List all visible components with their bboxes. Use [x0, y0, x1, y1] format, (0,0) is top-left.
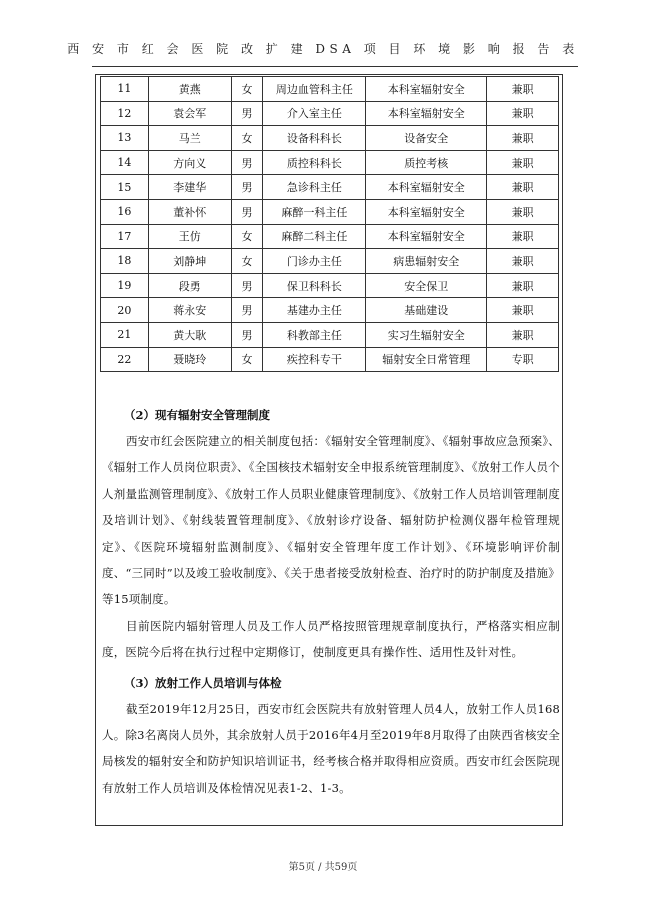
cell-type: 兼职: [487, 175, 559, 200]
cell-name: 王仿: [148, 224, 231, 249]
cell-number: 18: [101, 249, 149, 274]
table-row: [101, 322, 559, 347]
staff-table: [100, 76, 559, 372]
cell-name: 黄燕: [148, 77, 231, 102]
staff-table-body: [101, 77, 559, 372]
cell-type: 兼职: [487, 199, 559, 224]
cell-duty: 辐射安全日常管理: [366, 347, 487, 372]
cell-sex: 女: [231, 126, 263, 151]
table-row: [101, 347, 559, 372]
cell-name: 董补怀: [148, 199, 231, 224]
page-header: 西 安 市 红 会 医 院 改 扩 建 DSA 项 目 环 境 影 响 报 告 表: [67, 42, 579, 56]
cell-sex: 男: [231, 199, 263, 224]
cell-number: 11: [101, 77, 149, 102]
cell-sex: 男: [231, 101, 263, 126]
cell-number: 16: [101, 199, 149, 224]
cell-sex: 男: [231, 273, 263, 298]
cell-position: 质控科科长: [263, 150, 366, 175]
table-row: [101, 224, 559, 249]
cell-type: 兼职: [487, 101, 559, 126]
cell-name: 马兰: [148, 126, 231, 151]
page-number: 第5页 / 共59页: [288, 862, 358, 873]
cell-sex: 女: [231, 77, 263, 102]
cell-position: 介入室主任: [263, 101, 366, 126]
table-row: [101, 77, 559, 102]
cell-type: 兼职: [487, 298, 559, 323]
cell-position: 门诊办主任: [263, 249, 366, 274]
section-title-training: （3）放射工作人员培训与体检: [124, 675, 282, 690]
cell-type: 兼职: [487, 273, 559, 298]
cell-sex: 男: [231, 175, 263, 200]
cell-duty: 本科室辐射安全: [366, 77, 487, 102]
cell-position: 周边血管科主任: [263, 77, 366, 102]
cell-duty: 本科室辐射安全: [366, 224, 487, 249]
cell-type: 兼职: [487, 322, 559, 347]
cell-duty: 病患辐射安全: [366, 249, 487, 274]
cell-position: 基建办主任: [263, 298, 366, 323]
table-row: [101, 126, 559, 151]
cell-position: 急诊科主任: [263, 175, 366, 200]
table-row: [101, 249, 559, 274]
cell-type: 兼职: [487, 150, 559, 175]
table-row: [101, 150, 559, 175]
cell-duty: 设备安全: [366, 126, 487, 151]
cell-type: 兼职: [487, 126, 559, 151]
cell-name: 段勇: [148, 273, 231, 298]
cell-name: 蒋永安: [148, 298, 231, 323]
cell-name: 黄大耿: [148, 322, 231, 347]
cell-number: 15: [101, 175, 149, 200]
table-row: [101, 273, 559, 298]
cell-sex: 女: [231, 347, 263, 372]
cell-position: 麻醉一科主任: [263, 199, 366, 224]
cell-sex: 男: [231, 298, 263, 323]
cell-position: 保卫科科长: [263, 273, 366, 298]
body-text: [102, 402, 560, 801]
cell-number: 14: [101, 150, 149, 175]
cell-number: 19: [101, 273, 149, 298]
cell-type: 兼职: [487, 77, 559, 102]
cell-name: 方向义: [148, 150, 231, 175]
cell-type: 兼职: [487, 224, 559, 249]
cell-name: 李建华: [148, 175, 231, 200]
paragraph-regulations: 西安市红会医院建立的相关制度包括：《辐射安全管理制度》、《辐射事故应急预案》、《辐射工作人员岗位职责》、《全国核技术辐射安全申报系统管理制度》、《放射工作人员个人剂量监测管理制度》、《放射工作人员职业健康管理制度》、《放射工作人员培训管理制度及培训计划》、《射线装置管理制度》、《放射诊疗设备、辐射防护检测仪器年检管理规定》、《医院环境辐射监测制度》、《辐射安全管理年度工作计划》、《环境影响评价制度、“三同时”以及竣工验收制度》、《关于患者接受放射检查、治疗时的防护制度及措施》等15项制度。: [102, 434, 560, 607]
cell-sex: 男: [231, 150, 263, 175]
cell-sex: 女: [231, 224, 263, 249]
table-row: [101, 175, 559, 200]
cell-duty: 基础建设: [366, 298, 487, 323]
table-row: [101, 298, 559, 323]
cell-number: 22: [101, 347, 149, 372]
cell-sex: 女: [231, 249, 263, 274]
cell-name: 聂晓玲: [148, 347, 231, 372]
paragraph-training: 截至2019年12月25日，西安市红会医院共有放射管理人员4人，放射工作人员168人。除3名离岗人员外，其余放射人员于2016年4月至2019年8月取得了由陕西省核安全局核发的辐射安全和防护知识培训证书，经考核合格并取得相应资质。西安市红会医院现有放射工作人员培训及体检情况见表1-2、1-3。: [102, 701, 560, 795]
cell-duty: 本科室辐射安全: [366, 101, 487, 126]
cell-number: 12: [101, 101, 149, 126]
cell-position: 疾控科专干: [263, 347, 366, 372]
cell-duty: 本科室辐射安全: [366, 175, 487, 200]
cell-position: 麻醉二科主任: [263, 224, 366, 249]
cell-sex: 男: [231, 322, 263, 347]
cell-duty: 质控考核: [366, 150, 487, 175]
header-rule: [92, 66, 578, 67]
table-row: [101, 101, 559, 126]
cell-number: 21: [101, 322, 149, 347]
cell-duty: 本科室辐射安全: [366, 199, 487, 224]
cell-name: 刘静坤: [148, 249, 231, 274]
cell-name: 袁会军: [148, 101, 231, 126]
cell-type: 专职: [487, 347, 559, 372]
section-title-management: （2）现有辐射安全管理制度: [124, 408, 271, 422]
cell-position: 科教部主任: [263, 322, 366, 347]
cell-number: 17: [101, 224, 149, 249]
cell-duty: 实习生辐射安全: [366, 322, 487, 347]
table-row: [101, 199, 559, 224]
cell-number: 20: [101, 298, 149, 323]
cell-duty: 安全保卫: [366, 273, 487, 298]
cell-number: 13: [101, 126, 149, 151]
cell-position: 设备科科长: [263, 126, 366, 151]
paragraph-implementation: 目前医院内辐射管理人员及工作人员严格按照管理规章制度执行，严格落实相应制度，医院今后将在执行过程中定期修订，使制度更具有操作性、适用性及针对性。: [102, 618, 560, 660]
cell-type: 兼职: [487, 249, 559, 274]
